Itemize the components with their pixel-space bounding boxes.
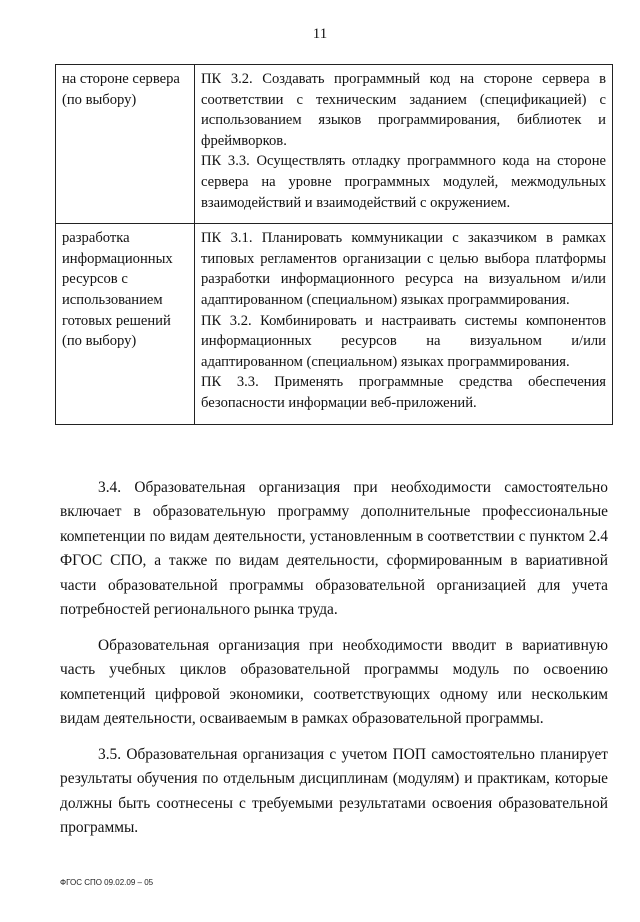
competency-item: ПК 3.2. Комбинировать и настраивать системы компонентов информационных ресурсов на визуальном и/или адаптированном (специальном) языках программирования. (201, 312, 606, 370)
competency-item: ПК 3.3. Применять программные средства обеспечения безопасности информации веб-приложений. (201, 374, 606, 411)
paragraph-3-4: 3.4. Образовательная организация при необходимости самостоятельно включает в образовательную программу дополнительные профессиональные компетенции по видам деятельности, установленным в соответствии с пунктом 2.4 ФГОС СПО, а также по видам деятельности, сформированным в вариативной части образовательной программы образовательной организацией для учета потребностей регионального рынка труда. (60, 479, 608, 619)
page-number: 11 (312, 26, 328, 42)
table-row (56, 224, 613, 424)
activity-cell: разработка информационных ресурсов с использованием готовых решений (по выбору) (56, 224, 195, 424)
competency-item: ПК 3.3. Осуществлять отладку программного кода на стороне сервера на уровне программных модулей, межмодульных взаимодействий и взаимодействий с окружением. (201, 153, 606, 211)
activity-cell: на стороне сервера (по выбору) (56, 65, 195, 224)
document-code-footer: ФГОС СПО 09.02.09 – 05 (60, 878, 154, 887)
competencies-cell (195, 65, 613, 224)
competency-item: ПК 3.1. Планировать коммуникации с заказчиком в рамках типовых регламентов организации с целью выбора платформы разработки информационного ресурса на визуальном и/или адаптированном (специальном) языках программирования. (201, 230, 606, 308)
paragraph-digital-economy: Образовательная организация при необходимости вводит в вариативную часть учебных циклов образовательной программы модуль по освоению компетенций цифровой экономики, соответствующих одному или нескольким видам деятельности, осваиваемым в рамках образовательной программы. (60, 637, 608, 728)
competencies-cell (195, 224, 613, 424)
competency-item: ПК 3.2. Создавать программный код на стороне сервера в соответствии с техническим заданием (спецификацией) с использованием языков программирования, библиотек и фреймворков. (201, 71, 606, 149)
table-row (56, 65, 613, 224)
competency-table (55, 64, 613, 425)
paragraph-3-5: 3.5. Образовательная организация с учетом ПОП самостоятельно планирует результаты обучения по отдельным дисциплинам (модулям) и практикам, которые должны быть соотнесены с требуемыми результатами освоения образовательной программы. (60, 746, 608, 837)
